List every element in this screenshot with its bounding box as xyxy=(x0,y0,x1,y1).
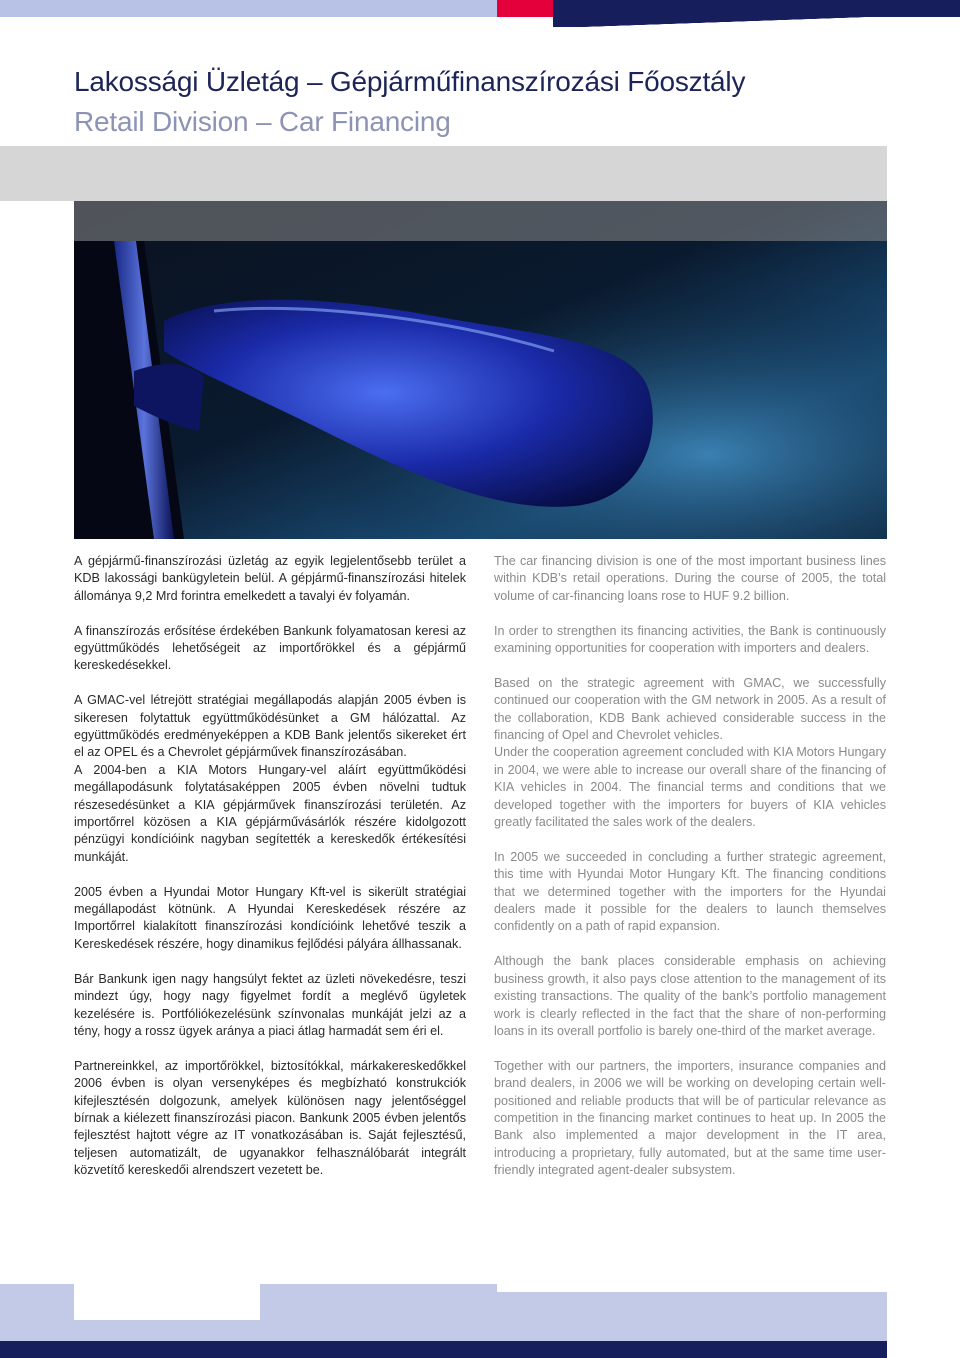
footer-band-lavender-right xyxy=(497,1292,887,1341)
hu-paragraph-1: A gépjármű-finanszírozási üzletág az egyik legjelentősebb terület a KDB lakossági bankügyletein belül. A gépjármű-finanszírozási hitelek állománya 9,2 Mrd forintra emelkedett a tavalyi év folyamán. xyxy=(74,554,466,603)
en-paragraph-6: Although the bank places considerable emphasis on achieving business growth, it also pays close attention to the management of its existing transactions. The quality of the bank’s portfolio management work is clearly reflected in the fact that the share of non-performing loans in its overall portfolio is barely one-third of the market average. xyxy=(494,954,886,1038)
en-paragraph-1: The car financing division is one of the most important business lines within KDB’s retail operations. During the course of 2005, the total volume of car-financing loans rose to HUF 9.2 billion. xyxy=(494,554,886,603)
page-title-hungarian: Lakossági Üzletág – Gépjárműfinanszírozási Főosztály xyxy=(74,66,746,97)
top-bar-lavender xyxy=(0,0,497,17)
footer-white-block xyxy=(74,1284,260,1320)
en-paragraph-4: Under the cooperation agreement concluded with KIA Motors Hungary in 2004, we were able to increase our overall share of the financing of KIA vehicles in 2004. The financial terms and conditions that we developed together with the importers for buyers of KIA vehicles greatly facilitated the sales work of the dealers. xyxy=(494,745,886,830)
en-paragraph-5: In 2005 we succeeded in concluding a further strategic agreement, this time with Hyundai Motor Hungary Kft. The financing conditions that we determined together with the importers for the Hyundai dealers made it possible for the dealers to launch themselves confidently on a path of rapid expansion. xyxy=(494,849,886,934)
hu-paragraph-6: Bár Bankunk igen nagy hangsúlyt fektet az üzleti növekedésre, teszi mindezt úgy, hogy nagy figyelmet fordít a meglévő ügyletek kezelésére is. Portfóliókezelésünk színvonalas munkáját jelzi az a tény, hogy a rossz ügyek aránya a piaci átlag harmadát sem éri el. xyxy=(74,971,466,1038)
en-paragraph-7: Together with our partners, the importers, insurance companies and brand dealers, in 2006 we will be working on developing certain well-positioned and reliable products that will be of particular relevance as competition in the financing market continues to heat up. In 2005 the Bank also implemented a major development in the IT area, introducing a proprietary, fully automated, but at the same time user-friendly integrated agent-dealer subsystem. xyxy=(494,1058,886,1178)
footer-bar-navy xyxy=(0,1341,887,1358)
top-bar-navy xyxy=(553,0,960,17)
page-title-english: Retail Division – Car Financing xyxy=(74,106,451,137)
grey-header-band xyxy=(0,146,887,201)
top-bar-red xyxy=(497,0,553,17)
hu-paragraph-7: Partnereinkkel, az importőrökkel, biztosítókkal, márkakereskedőkkel 2006 évben is olyan versenyképes és megbízható konstrukciók kifejlesztésén dolgozunk, amelyek különösen nagy jelentőséggel bírnak a kiélezett finanszírozási piacon. Bankunk 2005 évben jelentős fejlesztést hajtott végre az IT vonatkozásában is. Saját fejlesztésű, teljesen automatizált, de ugyanakkor felhasználóbarát integrált közvetítő kereskedői alrendszert vezetett be. xyxy=(74,1058,466,1178)
en-paragraph-3: Based on the strategic agreement with GMAC, we successfully continued our cooperation with the GM network in 2005. As a result of the collaboration, KDB Bank achieved considerable success in the financing of Opel and Chevrolet vehicles. xyxy=(494,675,886,743)
hu-paragraph-4: A 2004-ben a KIA Motors Hungary-vel aláírt együttműködési megállapodásunk folytatásaképpen 2005 évben növelni tudtuk részesedésünket a KIA gépjárművek finanszírozási területén. Az importőrrel közösen a KIA gépjárművásárlók részére kidolgozott pénzügyi kondícióink nagyban segítették a kereskedők értékesítési munkáját. xyxy=(74,762,466,864)
hu-paragraph-3: A GMAC-vel létrejött stratégiai megállapodás alapján 2005 évben is sikeresen folytattuk együttműködésünket a GM hálózattal. Az együttműködés eredményeképpen a KDB Bank jelentős sikereket ért el az OPEL és a Chevrolet gépjárművek finanszírozásában. xyxy=(74,693,466,760)
en-paragraph-2: In order to strengthen its financing activities, the Bank is continuously examining opportunities for cooperation with importers and dealers. xyxy=(494,623,886,656)
english-text-column xyxy=(494,553,886,1180)
hero-photo-car-mirror xyxy=(74,201,887,539)
top-bar-navy-wedge xyxy=(553,17,960,27)
hu-paragraph-2: A finanszírozás erősítése érdekében Bankunk folyamatosan keresi az együttműködés lehetőségeit az importőrökkel és a gépjármű kereskedésekkel. xyxy=(74,623,466,673)
hu-paragraph-5: 2005 évben a Hyundai Motor Hungary Kft-vel is sikerült stratégiai megállapodást kötnünk. A Hyundai Kereskedések részére az Importőrrel kialakított finanszírozási kondícióink lehetővé teszik a Kereskedések részére, hogy dinamikus fejlődési pályára állhassanak. xyxy=(74,884,466,951)
hungarian-text-column xyxy=(74,553,466,1180)
